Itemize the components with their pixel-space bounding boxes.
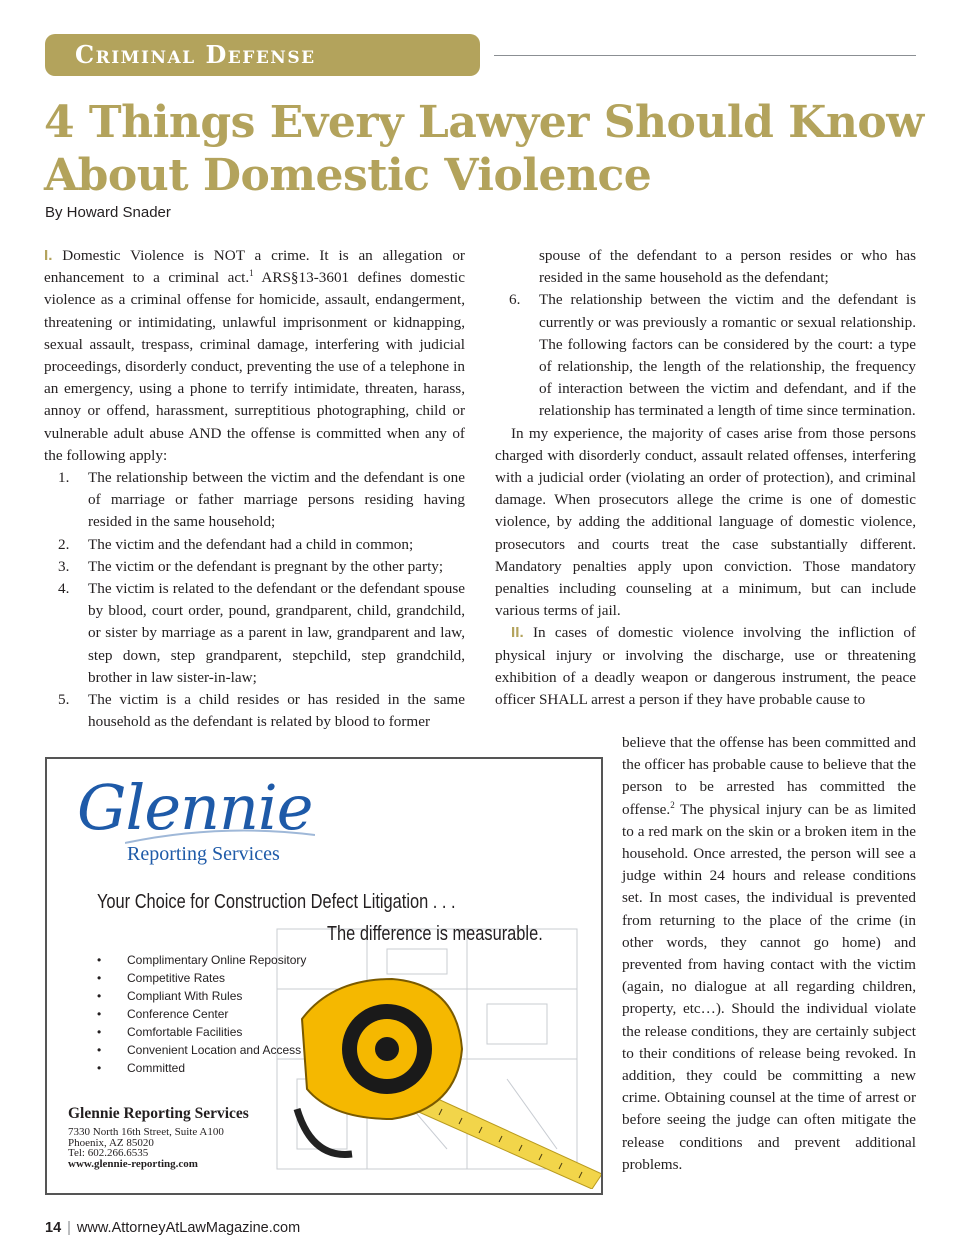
list-item-text: The victim and the defendant had a child in common; (88, 535, 414, 553)
ad-feature: • Convenient Location and Access (97, 1041, 306, 1059)
list-item (44, 578, 465, 689)
footnote-ref-2: 2 (670, 799, 675, 810)
list-item (44, 534, 465, 556)
footer-url[interactable]: www.AttorneyAtLawMagazine.com (76, 1220, 301, 1236)
ad-feature: • Compliant With Rules (97, 987, 306, 1005)
ad-feature: • Complimentary Online Repository (97, 951, 306, 969)
list-item-continuation: spouse of the defendant to a person resides or who has resided in the same household as the defendant; (539, 247, 916, 287)
right-column (495, 245, 916, 711)
list-item-number: 1. (58, 469, 70, 487)
tape-measure-icon (292, 959, 602, 1189)
experience-paragraph: In my experience, the majority of cases arise from those persons charged with disorderly conduct, assault related offenses, interfering with a judicial order (violating an order of protection), and criminal damage. When prosecutors allege the crime is one of domestic violence, by adding the additional language of domestic violence, prosecutors and courts treat the case substantially different. Mandatory penalties apply upon conviction. Those mandatory penalties including counseling at a minimum, but can include various terms of jail. (495, 424, 916, 620)
title-line-2: About Domestic Violence (44, 150, 652, 201)
footnote-ref-1: 1 (249, 268, 254, 279)
section-2-text: In cases of domestic violence involving the infliction of physical injury or involving the discharge, use or threatening exhibition of a deadly weapon or dangerous instrument, the peace officer SHALL arrest a person if they have probable cause to (495, 624, 916, 709)
page-number: 14 (45, 1220, 62, 1236)
left-column (44, 245, 465, 733)
continuation-text-1: believe that the offense has been committed and the officer has probable cause to believe that the person to be arrested has committed the offense. (622, 734, 916, 818)
list-item-text: The victim is related to the defendant or the defendant spouse by blood, court order, pound, grandparent, child, grandchild, or sister by marriage as a parent in law, grandparent and law, step down, step grandparent, stepchild, step grandchild, brother in law sister-in-law; (88, 580, 465, 686)
section-2-continuation (622, 732, 916, 1176)
list-item (44, 556, 465, 578)
right-column-continued (622, 732, 916, 1176)
list-item (495, 289, 916, 422)
list-item-text: The relationship between the victim and the defendant is currently or was previously a romantic or sexual relationship. The following factors can be considered by the court: a type of relationship, the length of the relationship, the frequency of interaction between the victim and defendant, and if the relationship has terminated a length of time since termination. (539, 291, 916, 420)
ad-tagline: The difference is measurable. (327, 923, 543, 945)
advertisement[interactable] (45, 757, 603, 1195)
ad-address-line: 7330 North 16th Street, Suite A100 (68, 1126, 224, 1138)
title-line-1: 4 Things Every Lawyer Should Know (44, 97, 924, 148)
list-item-text: The relationship between the victim and the defendant is one of marriage or father marriage persons residing having resided in the same household; (88, 469, 465, 531)
ad-headline: Your Choice for Construction Defect Litigation . . . (97, 891, 456, 913)
list-item-number: 4. (58, 580, 70, 598)
list-item-number: 2. (58, 535, 70, 553)
ad-phone: Tel: 602.266.6535 (68, 1147, 149, 1159)
list-item-number: 6. (509, 291, 521, 309)
intro-text-1: Domestic Violence is NOT a crime. It is an allegation or enhancement to a criminal act. (44, 247, 465, 287)
article-title (44, 96, 924, 202)
list-item-number: 3. (58, 557, 70, 575)
list-item (44, 689, 465, 733)
ad-address-line: Phoenix, AZ 85020 (68, 1136, 154, 1149)
conditions-list (44, 467, 465, 733)
ad-logo-subtitle: Reporting Services (127, 843, 280, 865)
ad-feature: • Committed (97, 1059, 306, 1077)
ad-feature: • Conference Center (97, 1005, 306, 1023)
intro-paragraph (44, 245, 465, 467)
continuation-text-2: The physical injury can be as limited to a red mark on the skin or a broken item in the household. Once arrested, the person will see a judge within 24 hours and release conditions set. In most cases, the individual is prevented from returning to the place of the crime (in other words, they cannot go home) and prevented from having contact with the victim (again, no dialogue at all regarding children, property, etc…). Should the individual violate the release conditions, they are certainly subject to their conditions of release being revoked. In addition, they could be committing a new crime. Obtaining counsel at the time of arrest or before seeing the judge can often mitigate the release conditions and prevent additional problems. (622, 800, 916, 1173)
ad-feature: • Comfortable Facilities (97, 1023, 306, 1041)
list-item (44, 467, 465, 534)
section-2-paragraph (495, 622, 916, 711)
section-tab (45, 34, 480, 76)
list-item-text: The victim is a child resides or has resided in the same household as the defendant is related by blood to former (88, 691, 465, 731)
intro-text-2: ARS§13-3601 defines domestic violence as a criminal offense for homicide, assault, endangerment, threatening or intimidating, unlawful imprisonment or kidnapping, sexual assault, trespass, criminal damage, interfering with judicial proceedings, disorderly conduct, preventing the use of a telephone in an emergency, using a phone to terrify intimidate, threaten, harass, annoy or offend, harassment, surreptitious photographing, child or vulnerable adult abuse AND the offense is committed when any of the following apply: (44, 269, 465, 464)
section-label: Criminal Defense (75, 40, 316, 69)
list-item-text: The victim or the defendant is pregnant by the other party; (88, 557, 444, 575)
ad-address (68, 1127, 224, 1169)
section-numeral-2: II. (511, 624, 524, 642)
section-numeral-1: I. (44, 247, 53, 264)
list-item-number: 5. (58, 691, 70, 709)
ad-feature: • Competitive Rates (97, 969, 306, 987)
conditions-list-continued (495, 289, 916, 422)
footer-separator: | (67, 1220, 71, 1236)
section-rule (494, 55, 916, 56)
ad-company-name: Glennie Reporting Services (68, 1105, 249, 1122)
ad-features-list (97, 951, 306, 1077)
ad-website-link[interactable]: www.glennie-reporting.com (68, 1157, 198, 1170)
ad-logo: Glennie (77, 771, 313, 844)
byline: By Howard Snader (45, 204, 171, 221)
page-footer (45, 1220, 300, 1236)
